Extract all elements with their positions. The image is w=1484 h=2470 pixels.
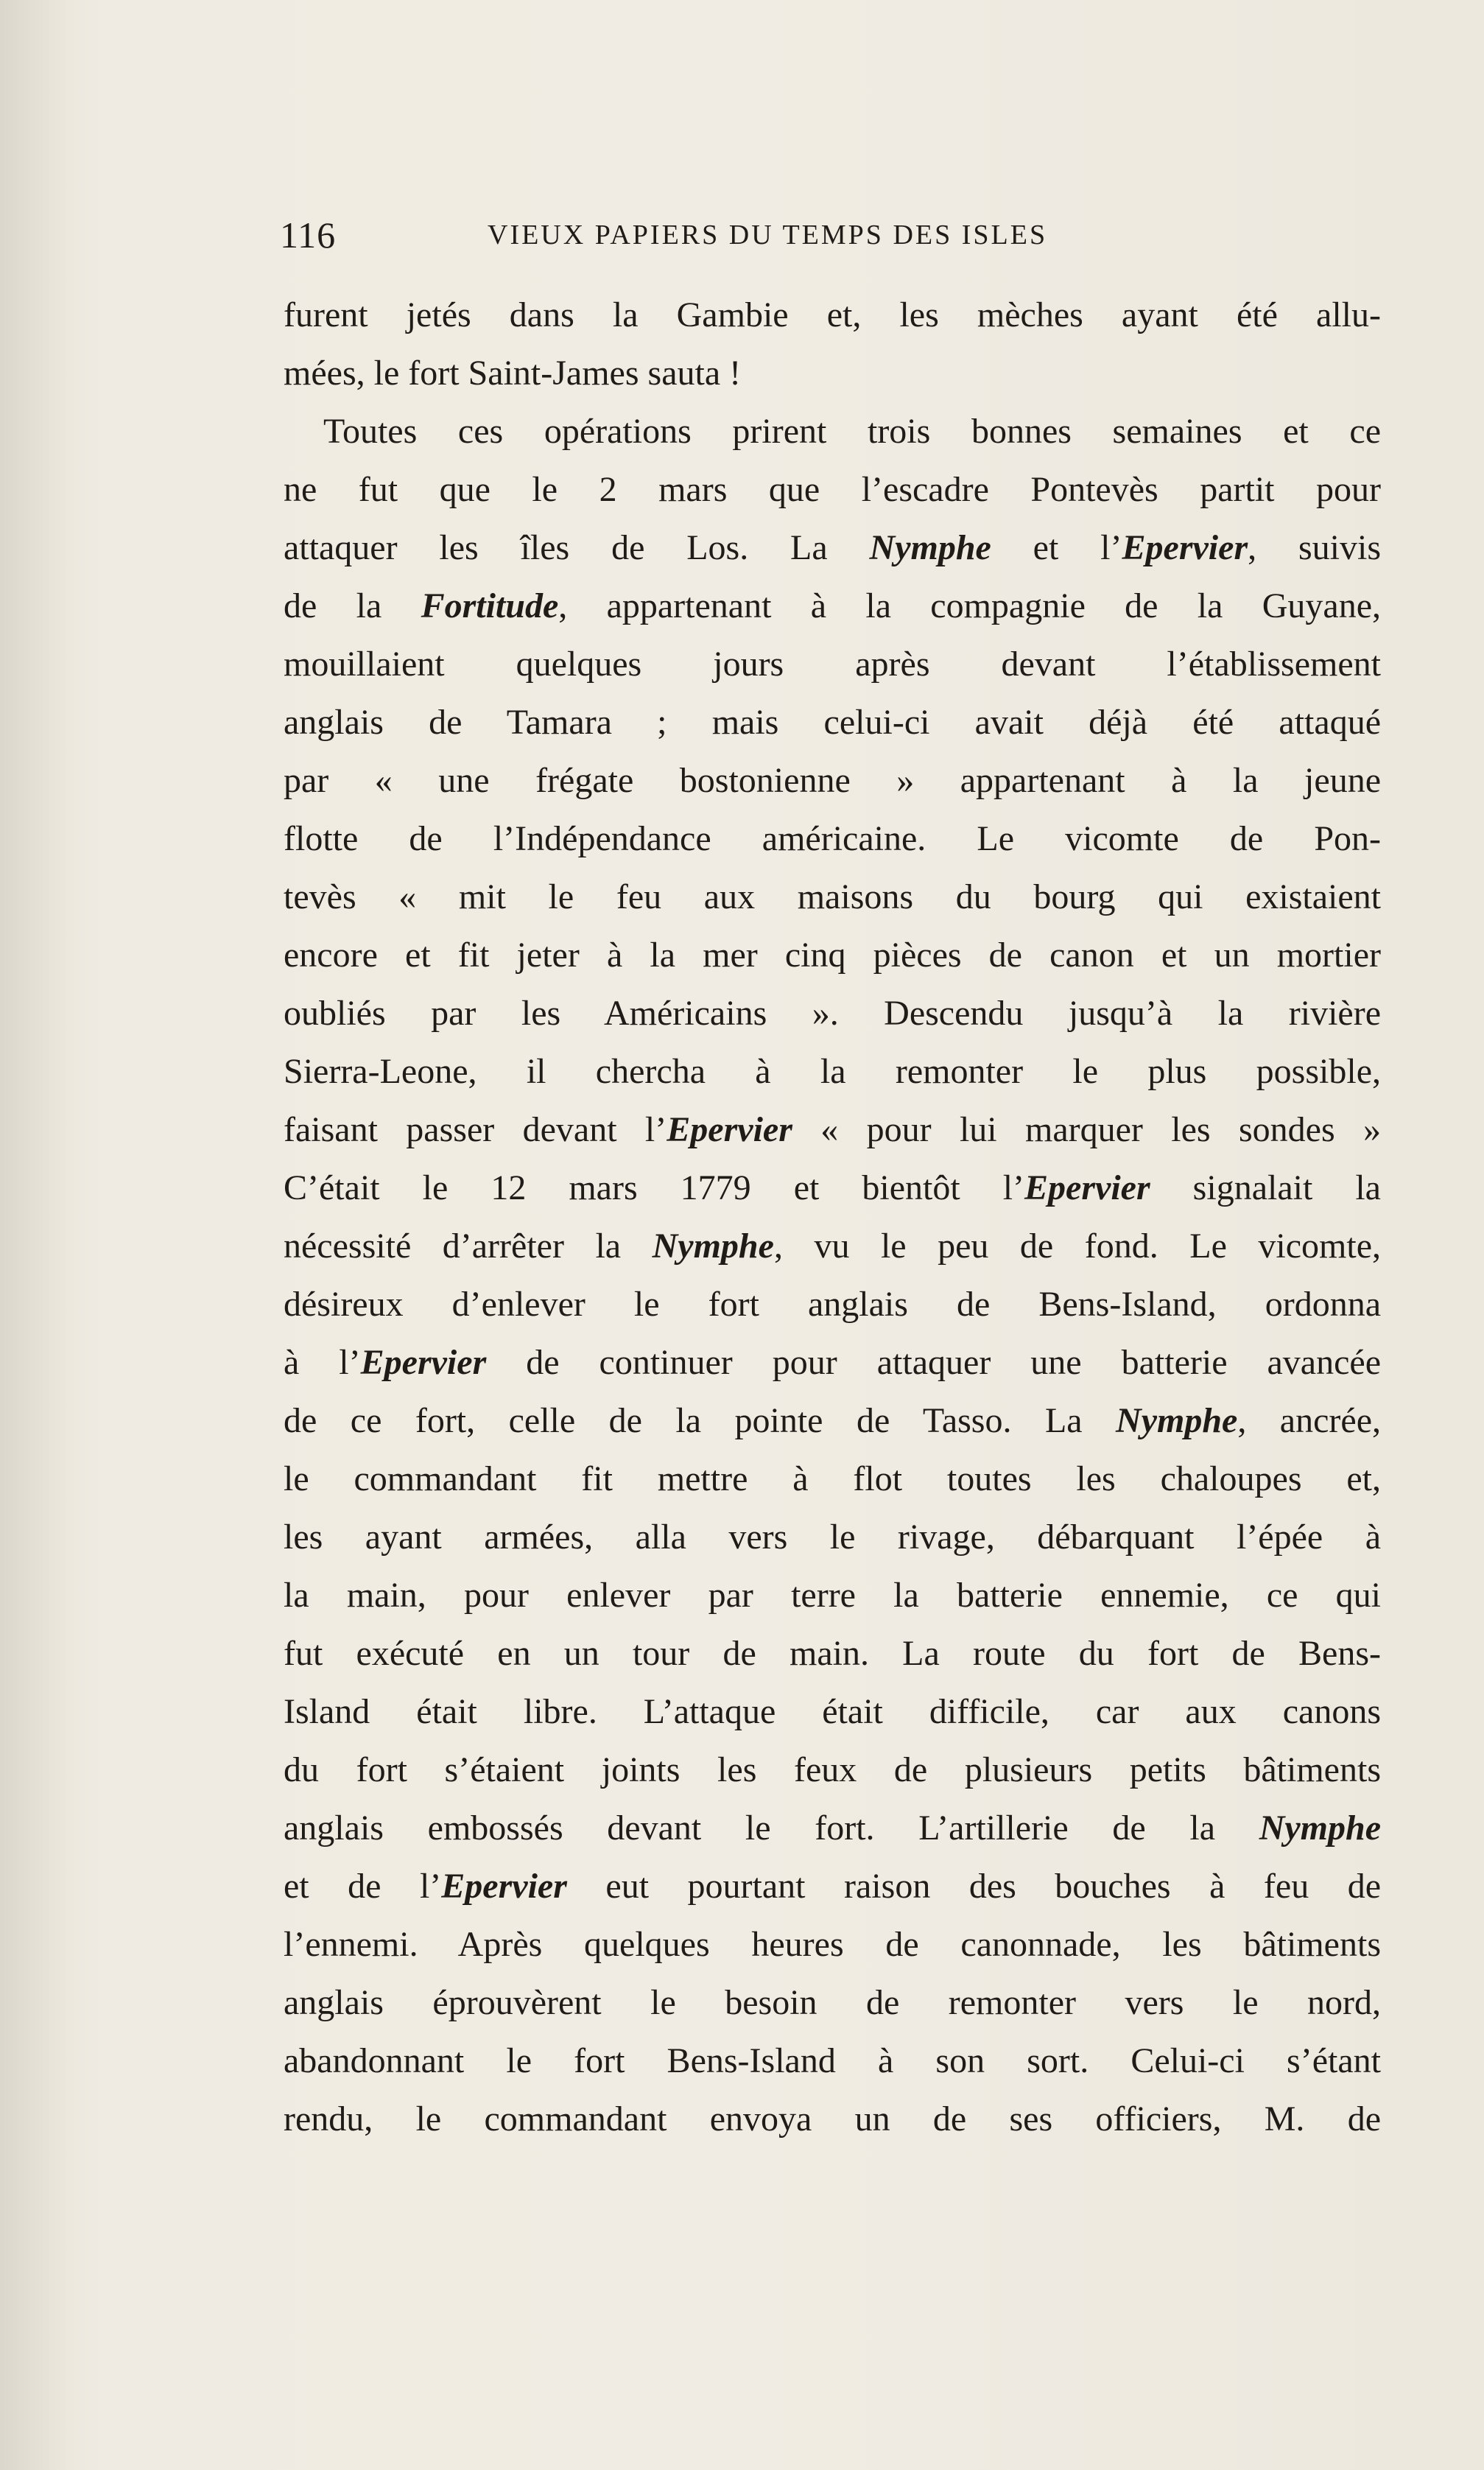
text-line: mées, le fort Saint-James sauta !: [284, 354, 742, 393]
ship-name: Fortitude: [421, 586, 559, 625]
text-segment: anglais embossés devant le fort. L’artillerie de la: [284, 1808, 1259, 1848]
ship-name: Nymphe: [869, 528, 991, 567]
text-line: l’ennemi. Après quelques heures de canonnade, les bâtiments: [284, 1925, 1381, 1964]
text-line: [284, 1101, 1381, 1159]
text-segment: de ce fort, celle de la pointe de Tasso. La: [284, 1401, 1116, 1440]
text-segment: de continuer pour attaquer une batterie avancée: [486, 1343, 1382, 1382]
text-line: tevès « mit le feu aux maisons du bourg qui existaient: [284, 877, 1381, 916]
text-segment: , vu le peu de fond. Le vicomte,: [773, 1227, 1382, 1266]
text-line: oubliés par les Américains ». Descendu jusqu’à la rivière: [284, 994, 1381, 1033]
body-text: [284, 286, 1381, 2148]
text-line: la main, pour enlever par terre la batterie ennemie, ce qui: [284, 1576, 1381, 1615]
text-line: par « une frégate bostonienne » appartenant à la jeune: [284, 761, 1381, 800]
text-line: fut exécuté en un tour de main. La route du fort de Bens-: [284, 1634, 1381, 1673]
text-line: abandonnant le fort Bens-Island à son sort. Celui-ci s’étant: [284, 2041, 1381, 2080]
text-line: les ayant armées, alla vers le rivage, débarquant l’épée à: [284, 1518, 1381, 1557]
ship-name: Nymphe: [652, 1227, 774, 1266]
text-line: ne fut que le 2 mars que l’escadre Pontevès partit pour: [284, 470, 1381, 509]
text-line: le commandant fit mettre à flot toutes les chaloupes et,: [284, 1459, 1381, 1498]
text-segment: « pour lui marquer les sondes »: [792, 1110, 1381, 1149]
text-segment: nécessité d’arrêter la: [284, 1227, 653, 1266]
ship-name: Epervier: [667, 1110, 792, 1149]
ship-name: Epervier: [1024, 1168, 1150, 1207]
text-segment: à l’: [284, 1343, 361, 1382]
text-line: Sierra-Leone, il chercha à la remonter le plus possible,: [284, 1052, 1381, 1091]
text-line: furent jetés dans la Gambie et, les mèches ayant été allu-: [284, 295, 1381, 334]
text-line: [284, 1217, 1381, 1275]
text-segment: , suivis: [1248, 528, 1381, 567]
text-segment: de la: [284, 586, 421, 625]
text-segment: eut pourtant raison des bouches à feu de: [566, 1867, 1382, 1906]
text-line: [284, 519, 1381, 577]
text-line: flotte de l’Indépendance américaine. Le vicomte de Pon-: [284, 819, 1381, 858]
text-line: Toutes ces opérations prirent trois bonnes semaines et ce: [323, 412, 1381, 451]
text-segment: et l’: [991, 528, 1122, 567]
text-line: rendu, le commandant envoya un de ses officiers, M. de: [284, 2099, 1381, 2139]
text-segment: signalait la: [1150, 1168, 1381, 1207]
text-segment: C’était le 12 mars 1779 et bientôt l’: [284, 1168, 1025, 1207]
text-line: mouillaient quelques jours après devant l’établissement: [284, 645, 1381, 684]
ship-name: Nymphe: [1116, 1401, 1238, 1440]
text-line: anglais de Tamara ; mais celui-ci avait déjà été attaqué: [284, 703, 1381, 742]
text-line: du fort s’étaient joints les feux de plusieurs petits bâtiments: [284, 1750, 1381, 1789]
text-line: [284, 1799, 1381, 1857]
running-title: VIEUX PAPIERS DU TEMPS DES ISLES: [488, 220, 1048, 250]
text-segment: , ancrée,: [1237, 1401, 1382, 1440]
text-line: [284, 1333, 1381, 1392]
ship-name: Epervier: [360, 1343, 487, 1382]
ship-name: Nymphe: [1259, 1808, 1381, 1848]
text-line: [284, 1159, 1381, 1217]
text-line: [284, 577, 1381, 635]
running-header: [280, 214, 1385, 258]
text-line: anglais éprouvèrent le besoin de remonter vers le nord,: [284, 1983, 1381, 2022]
text-segment: attaquer les îles de Los. La: [284, 528, 870, 567]
text-line: [284, 1392, 1381, 1450]
text-line: encore et fit jeter à la mer cinq pièces de canon et un mortier: [284, 936, 1381, 975]
text-segment: et de l’: [284, 1867, 442, 1906]
text-line: [284, 1857, 1381, 1915]
text-segment: , appartenant à la compagnie de la Guyane,: [558, 586, 1382, 625]
page-gutter-shadow: [0, 0, 70, 2470]
text-segment: faisant passer devant l’: [284, 1110, 667, 1149]
text-line: désireux d’enlever le fort anglais de Bens-Island, ordonna: [284, 1285, 1381, 1324]
ship-name: Epervier: [441, 1867, 567, 1906]
ship-name: Epervier: [1122, 528, 1248, 567]
page-number: 116: [280, 214, 337, 256]
text-line: Island était libre. L’attaque était difficile, car aux canons: [284, 1692, 1381, 1731]
